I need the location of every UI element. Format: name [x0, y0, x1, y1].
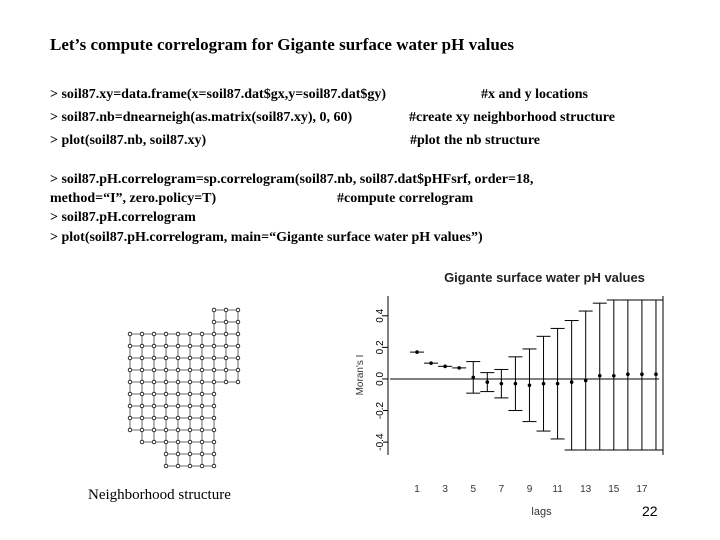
- neighbor-point: [152, 356, 156, 360]
- neighbor-point: [152, 332, 156, 336]
- data-point: [640, 372, 644, 376]
- neighbor-point: [176, 392, 180, 396]
- neighbor-point: [128, 428, 132, 432]
- neighbor-point: [128, 392, 132, 396]
- neighbor-point: [140, 392, 144, 396]
- neighbor-point: [176, 452, 180, 456]
- neighbor-point: [140, 332, 144, 336]
- neighbor-point: [176, 344, 180, 348]
- x-tick-label: 17: [636, 484, 648, 495]
- neighbor-point: [188, 404, 192, 408]
- neighbor-point: [128, 380, 132, 384]
- data-point: [542, 382, 546, 386]
- neighbor-point: [212, 440, 216, 444]
- data-point: [528, 383, 532, 387]
- neighbor-point: [128, 344, 132, 348]
- slide-title: Let’s compute correlogram for Gigante surface water pH values: [50, 35, 514, 54]
- x-tick-label: 11: [552, 484, 563, 495]
- neighbor-point: [140, 404, 144, 408]
- neighbor-point: [188, 380, 192, 384]
- x-tick-label: 1: [414, 484, 420, 495]
- code-line: > soil87.pH.correlogram: [50, 210, 196, 225]
- neighbor-point: [140, 380, 144, 384]
- neighbor-point: [212, 308, 216, 312]
- neighbor-point: [188, 464, 192, 468]
- code-comment: #create xy neighborhood structure: [409, 110, 615, 125]
- neighbor-point: [188, 368, 192, 372]
- neighbor-point: [224, 368, 228, 372]
- data-point: [570, 380, 574, 384]
- neighbor-point: [164, 428, 168, 432]
- data-point: [598, 374, 602, 378]
- data-point: [514, 382, 518, 386]
- data-point: [654, 372, 658, 376]
- x-tick-label: 9: [526, 484, 533, 495]
- neighbor-point: [212, 428, 216, 432]
- neighbor-point: [152, 416, 156, 420]
- neighbor-point: [188, 416, 192, 420]
- x-axis-label: lags: [531, 506, 552, 518]
- neighbor-point: [140, 416, 144, 420]
- data-point: [500, 382, 504, 386]
- neighbor-point: [128, 416, 132, 420]
- neighbor-point: [200, 332, 204, 336]
- neighbor-point: [188, 356, 192, 360]
- neighbor-point: [176, 332, 180, 336]
- data-point: [612, 374, 616, 378]
- neighbor-point: [128, 332, 132, 336]
- neighbor-point: [212, 344, 216, 348]
- data-point: [457, 366, 461, 370]
- neighbor-point: [200, 452, 204, 456]
- neighbor-point: [176, 428, 180, 432]
- neighbor-point: [176, 440, 180, 444]
- correlogram-chart: [345, 265, 675, 520]
- neighbor-point: [176, 416, 180, 420]
- neighbor-point: [212, 464, 216, 468]
- code-line: > soil87.nb=dnearneigh(as.matrix(soil87.xy), 0, 60): [50, 110, 353, 125]
- code-comment: #plot the nb structure: [410, 133, 541, 148]
- neighbor-point: [188, 332, 192, 336]
- x-tick-label: 13: [580, 484, 592, 495]
- neighbor-point: [236, 380, 240, 384]
- x-tick-label: 7: [498, 484, 505, 495]
- code-line: > plot(soil87.nb, soil87.xy): [50, 133, 207, 148]
- neighbor-point: [152, 380, 156, 384]
- neighbor-point: [236, 356, 240, 360]
- neighbor-links: [130, 310, 238, 466]
- code-line: > soil87.pH.correlogram=sp.correlogram(soil87.nb, soil87.dat$pHFsrf, order=18,: [50, 172, 534, 187]
- x-tick-label: 15: [608, 484, 620, 495]
- neighbor-point: [152, 344, 156, 348]
- data-point: [584, 379, 588, 383]
- code-line: > soil87.xy=data.frame(x=soil87.dat$gx,y=soil87.dat$gy): [50, 87, 387, 102]
- neighbor-point: [224, 356, 228, 360]
- neighbor-point: [164, 380, 168, 384]
- neighbor-point: [236, 368, 240, 372]
- neighbor-point: [152, 440, 156, 444]
- neighbor-point: [212, 452, 216, 456]
- neighbor-point: [176, 464, 180, 468]
- data-point: [429, 361, 433, 365]
- code-comment: #x and y locations: [481, 87, 588, 102]
- neighbor-point: [188, 428, 192, 432]
- neighbor-point: [236, 344, 240, 348]
- y-tick-label: 0.0: [375, 371, 386, 386]
- neighbor-point: [212, 368, 216, 372]
- neighbor-point: [152, 392, 156, 396]
- neighbor-point: [188, 392, 192, 396]
- x-tick-label: 3: [442, 484, 448, 495]
- slide-number: 22: [642, 503, 658, 519]
- neighbor-point: [212, 356, 216, 360]
- neighbor-point: [152, 428, 156, 432]
- neighbor-point: [128, 404, 132, 408]
- neighbor-point: [236, 320, 240, 324]
- data-point: [486, 380, 490, 384]
- neighbor-point: [236, 332, 240, 336]
- neighbor-point: [212, 392, 216, 396]
- neighbor-point: [188, 344, 192, 348]
- data-point: [626, 372, 630, 376]
- y-axis-label: Moran's I: [355, 354, 366, 396]
- neighbor-point: [212, 320, 216, 324]
- neighbor-point: [152, 368, 156, 372]
- neighbor-point: [176, 356, 180, 360]
- neighbor-point: [224, 320, 228, 324]
- neighborhood-plot: [118, 302, 242, 472]
- neighbor-point: [140, 356, 144, 360]
- neighbor-point: [188, 440, 192, 444]
- neighbor-point: [164, 404, 168, 408]
- neighbor-point: [152, 404, 156, 408]
- neighbor-point: [200, 368, 204, 372]
- neighbor-point: [140, 428, 144, 432]
- neighbor-point: [200, 464, 204, 468]
- neighbor-point: [164, 356, 168, 360]
- neighbor-point: [176, 404, 180, 408]
- x-tick-label: 5: [470, 484, 477, 495]
- neighbor-point: [164, 332, 168, 336]
- neighbor-point: [224, 308, 228, 312]
- neighbor-point: [176, 368, 180, 372]
- chart-title: Gigante surface water pH values: [444, 270, 645, 285]
- neighbor-point: [188, 452, 192, 456]
- y-tick-label: 0.2: [375, 340, 386, 355]
- neighbor-point: [140, 344, 144, 348]
- data-point: [415, 350, 419, 354]
- code-line: method=“I”, zero.policy=T): [50, 191, 217, 206]
- neighbor-point: [212, 332, 216, 336]
- neighbor-point: [212, 416, 216, 420]
- data-point: [471, 376, 475, 380]
- neighbor-point: [224, 332, 228, 336]
- neighbor-point: [164, 416, 168, 420]
- neighbor-point: [200, 404, 204, 408]
- neighbor-point: [128, 368, 132, 372]
- neighbor-point: [164, 452, 168, 456]
- neighbor-point: [128, 356, 132, 360]
- data-point: [443, 365, 447, 369]
- neighbor-point: [200, 416, 204, 420]
- neighbor-point: [164, 464, 168, 468]
- neighbor-point: [236, 308, 240, 312]
- y-tick-label: 0.4: [375, 308, 386, 323]
- y-tick-label: -0.2: [375, 401, 386, 420]
- neighbor-point: [200, 344, 204, 348]
- neighbor-point: [212, 404, 216, 408]
- neighbor-point: [140, 440, 144, 444]
- neighbor-point: [224, 344, 228, 348]
- neighbor-point: [164, 368, 168, 372]
- neighbor-point: [164, 392, 168, 396]
- neighbor-point: [200, 428, 204, 432]
- data-point: [556, 382, 560, 386]
- neighbor-point: [200, 392, 204, 396]
- neighbor-point: [200, 380, 204, 384]
- neighbor-point: [140, 368, 144, 372]
- code-line: > plot(soil87.pH.correlogram, main=“Gigante surface water pH values”): [50, 230, 483, 245]
- neighborhood-caption: Neighborhood structure: [88, 487, 231, 503]
- neighbor-point: [200, 440, 204, 444]
- neighbor-point: [176, 380, 180, 384]
- neighbor-point: [200, 356, 204, 360]
- neighbor-point: [224, 380, 228, 384]
- neighbor-point: [164, 440, 168, 444]
- neighbor-point: [212, 380, 216, 384]
- neighbor-point: [164, 344, 168, 348]
- code-comment: #compute correlogram: [337, 191, 474, 206]
- y-tick-label: -0.4: [375, 433, 386, 451]
